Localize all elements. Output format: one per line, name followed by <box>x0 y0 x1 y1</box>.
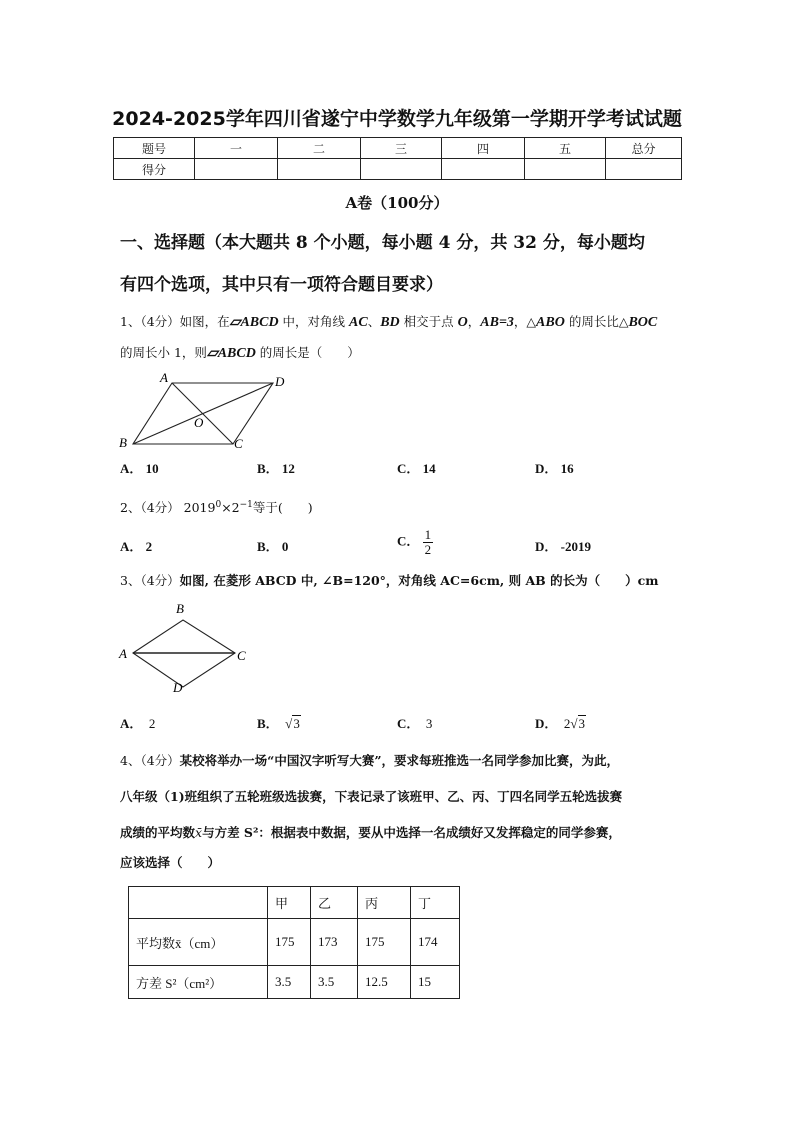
svg-text:C: C <box>234 436 243 451</box>
question-1-line1: 1、（4分）如图，在▱ABCD 中，对角线 AC、BD 相交于点 O，AB=3，△ABO 的周长比△BOC <box>120 314 658 330</box>
score-cell <box>606 159 682 180</box>
option-d[interactable]: D． 2√3 <box>535 716 586 731</box>
question-4-line3: 成绩的平均数x̄与方差 S²：根据表中数据，要从中选择一名成绩好又发挥稳定的同学参赛， <box>120 825 621 840</box>
header-cell <box>129 887 268 919</box>
option-b[interactable]: B． 0 <box>257 539 289 554</box>
cell: 174 <box>411 919 460 966</box>
header-cell: 二 <box>278 138 361 159</box>
svg-text:A: A <box>160 370 168 385</box>
cell: 173 <box>311 919 358 966</box>
row-label: 平均数x̄（cm） <box>129 919 268 966</box>
header-cell: 丁 <box>411 887 460 919</box>
option-c[interactable]: C． 14 <box>397 461 436 476</box>
row-label: 得分 <box>114 159 195 180</box>
score-cell <box>361 159 442 180</box>
option-d[interactable]: D． 16 <box>535 461 574 476</box>
cell: 175 <box>268 919 311 966</box>
header-cell: 总分 <box>606 138 682 159</box>
score-cell <box>442 159 525 180</box>
svg-text:A: A <box>119 646 127 661</box>
score-table <box>113 137 682 180</box>
question-2-options <box>120 528 620 564</box>
option-c[interactable]: C． $\frac{1}{2}$ <box>397 527 432 557</box>
score-cell <box>278 159 361 180</box>
cell: 12.5 <box>358 966 411 999</box>
header-cell: 丙 <box>358 887 411 919</box>
score-table-header-row <box>114 138 682 159</box>
part1-heading-line1: 一、选择题（本大题共 8 个小题，每小题 4 分，共 32 分，每小题均 <box>120 233 645 253</box>
table-row <box>129 919 460 966</box>
table-header-row <box>129 887 460 919</box>
option-c[interactable]: C． 3 <box>397 716 433 731</box>
question-2-text: 2、（4分） $2019^0\times 2^{-1}$等于( ) <box>120 500 313 516</box>
header-cell: 四 <box>442 138 525 159</box>
option-a[interactable]: A． 2 <box>120 539 153 554</box>
score-cell <box>195 159 278 180</box>
svg-text:B: B <box>119 435 127 450</box>
cell: 15 <box>411 966 460 999</box>
question-3-options <box>120 713 620 735</box>
row-label: 方差 S²（cm²） <box>129 966 268 999</box>
question-4-line4: 应该选择（ ） <box>120 855 221 870</box>
option-b[interactable]: B． √3 <box>257 716 300 731</box>
cell: 3.5 <box>311 966 358 999</box>
question-1-options <box>120 458 620 478</box>
header-cell: 题号 <box>114 138 195 159</box>
part1-heading-line2: 有四个选项，其中只有一项符合题目要求） <box>120 275 443 295</box>
header-cell: 乙 <box>311 887 358 919</box>
header-cell: 甲 <box>268 887 311 919</box>
svg-text:B: B <box>176 601 184 616</box>
cell: 3.5 <box>268 966 311 999</box>
score-table-score-row <box>114 159 682 180</box>
svg-text:O: O <box>194 415 204 430</box>
option-a[interactable]: A． 2 <box>120 716 156 731</box>
fraction-one-half: $\frac{1}{2}$ <box>424 527 432 557</box>
svg-text:D: D <box>173 680 183 695</box>
header-cell: 一 <box>195 138 278 159</box>
section-a-title: A卷（100分） <box>345 194 449 212</box>
cell: 175 <box>358 919 411 966</box>
option-d[interactable]: D． -2019 <box>535 539 591 554</box>
svg-text:D: D <box>275 374 285 389</box>
header-cell: 五 <box>525 138 606 159</box>
parallelogram-figure <box>110 365 310 455</box>
exam-title: 2024-2025学年四川省遂宁中学数学九年级第一学期开学考试试题 <box>112 108 682 130</box>
question-4-line2: 八年级（1)班组织了五轮班级选拔赛，下表记录了该班甲、乙、丙、丁四名同学五轮选拔赛 <box>120 789 623 804</box>
rhombus-figure <box>110 598 270 698</box>
header-cell: 三 <box>361 138 442 159</box>
option-a[interactable]: A． 10 <box>120 461 159 476</box>
table-row <box>129 966 460 999</box>
question-3-text: 3、（4分）如图, 在菱形 ABCD 中, ∠B=120°，对角线 AC=6cm, 则 AB 的长为（ ）cm <box>120 573 659 588</box>
question-4-line1: 4、（4分）某校将举办一场“中国汉字听写大赛”，要求每班推选一名同学参加比赛，为此， <box>120 753 620 768</box>
option-b[interactable]: B． 12 <box>257 461 295 476</box>
question-1-line2: 的周长小 1，则▱ABCD 的周长是（ ） <box>120 345 360 361</box>
student-scores-table <box>128 886 460 999</box>
svg-text:C: C <box>237 648 246 663</box>
score-cell <box>525 159 606 180</box>
